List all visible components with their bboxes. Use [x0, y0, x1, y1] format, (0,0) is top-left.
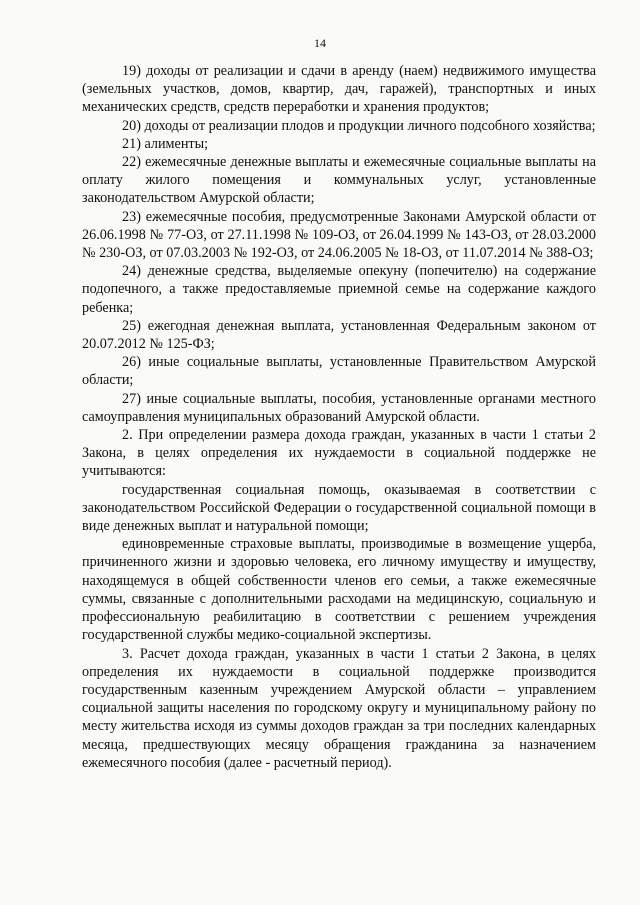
paragraph-item-20: 20) доходы от реализации плодов и продукции личного подсобного хозяйства;: [122, 117, 596, 134]
document-body: [82, 62, 596, 772]
paragraph-item-26: 26) иные социальные выплаты, установленные Правительством Амурской области;: [82, 354, 596, 389]
paragraph-part-3: 3. Расчет дохода граждан, указанных в части 1 статьи 2 Закона, в целях определения их нуждаемости в социальной поддержке производится государственным казенным учреждением Амурской области – управлением социальной защиты населения по городскому округу и муниципальному району по месту жительства исходя из суммы доходов граждан за три последних календарных месяца, предшествующих месяцу обращения гражданина за назначением ежемесячного пособия (далее - расчетный период).: [82, 645, 596, 771]
paragraph-part-2: 2. При определении размера дохода граждан, указанных в части 1 статьи 2 Закона, в целях определения их нуждаемости в социальной поддержке не учитываются:: [82, 427, 596, 480]
paragraph-item-25: 25) ежегодная денежная выплата, установленная Федеральным законом от 20.07.2012 № 125-ФЗ;: [82, 317, 596, 353]
paragraph-item-23: 23) ежемесячные пособия, предусмотренные Законами Амурской области от 26.06.1998 № 77-ОЗ, от 27.11.1998 № 109-ОЗ, от 26.04.1999 № 143-ОЗ, от 28.03.2000 № 230-ОЗ, от 07.03.2003 № 192-ОЗ, от 24.06.2005 № 18-ОЗ, от 11.07.2014 № 388-ОЗ;: [82, 208, 596, 262]
paragraph-insurance-payments: единовременные страховые выплаты, производимые в возмещение ущерба, причиненного жизни и здоровью человека, его личному имуществу и имуществу, находящемуся в общей собственности членов его семьи, а также ежемесячные суммы, связанные с дополнительными расходами на медицинскую, социальную и профессиональную реабилитацию в соответствии с решением учреждения государственной службы медико-социальной экспертизы.: [82, 536, 596, 644]
paragraph-item-22: 22) ежемесячные денежные выплаты и ежемесячные социальные выплаты на оплату жилого помещения и коммунальных услуг, установленные законодательством Амурской области;: [82, 154, 596, 207]
paragraph-item-27: 27) иные социальные выплаты, пособия, установленные органами местного самоуправления муниципальных образований Амурской области.: [82, 390, 596, 425]
page-number: 14: [314, 36, 326, 50]
paragraph-item-24: 24) денежные средства, выделяемые опекуну (попечителю) на содержание подопечного, а также предоставляемые приемной семье на содержание каждого ребенка;: [82, 263, 596, 316]
paragraph-state-assistance: государственная социальная помощь, оказываемая в соответствии с законодательством Российской Федерации о государственной социальной помощи в виде денежных выплат и натуральной помощи;: [82, 481, 596, 535]
paragraph-item-19: 19) доходы от реализации и сдачи в аренду (наем) недвижимого имущества (земельных участков, домов, квартир, дач, гаражей), транспортных и иных механических средств, средств переработки и хранения продуктов;: [82, 63, 596, 116]
paragraph-item-21: 21) алименты;: [122, 135, 209, 152]
